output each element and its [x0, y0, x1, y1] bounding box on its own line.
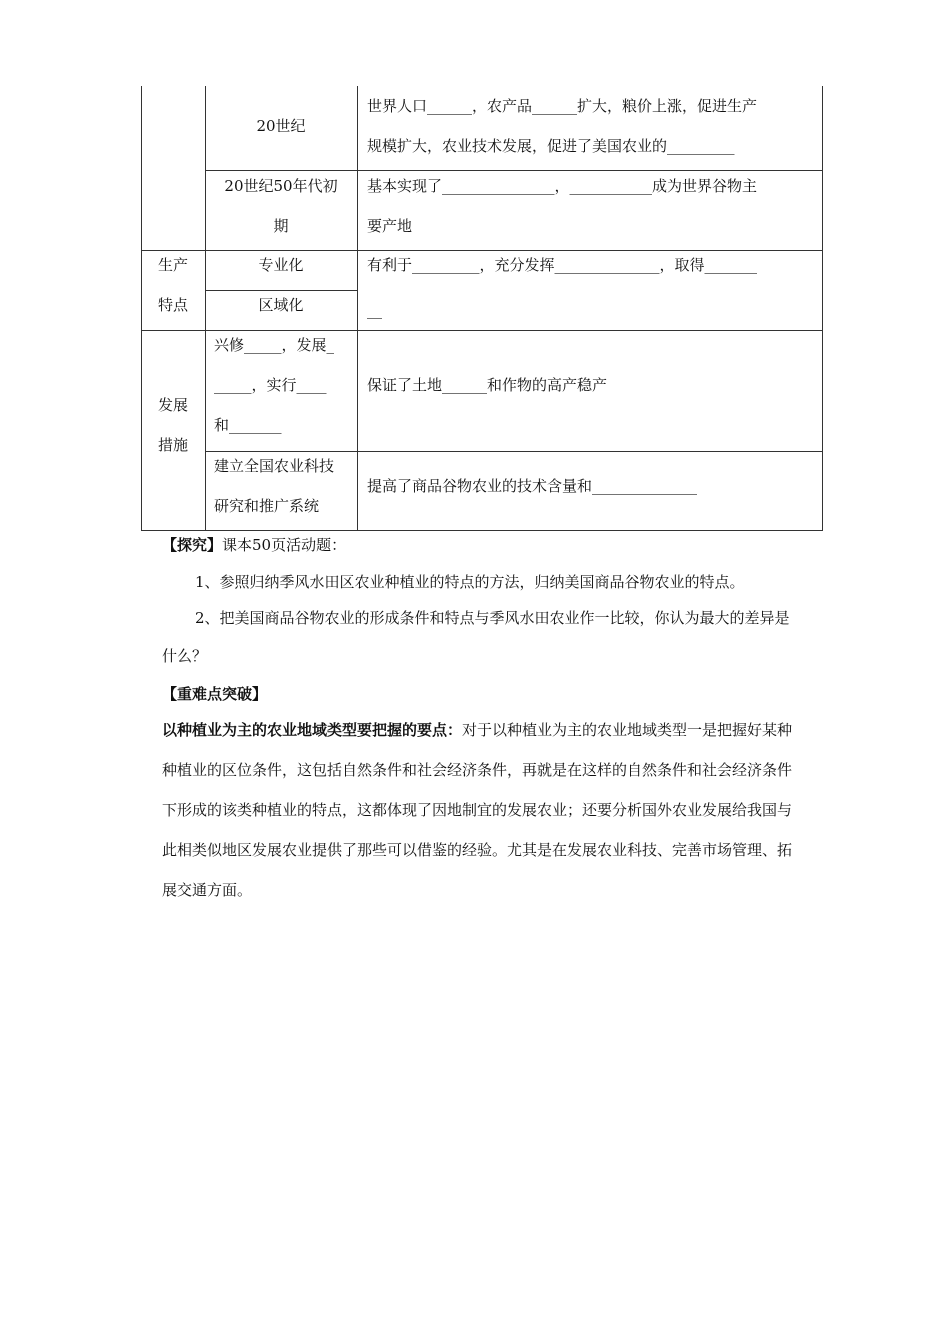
- table-group-measures-line1: 发展: [157, 396, 188, 414]
- table-cell-row4b-col2-line2: 研究和推广系统: [214, 497, 320, 515]
- table-cell-row4-col2-line2: _____，实行____: [214, 376, 327, 394]
- table-cell-specialization: 专业化: [258, 256, 304, 274]
- table-cell-row4-col2-line3: 和_______: [214, 416, 282, 434]
- table-cell-row2-line2: 要产地: [367, 217, 413, 235]
- explore-question-2-line2: 什么？: [162, 647, 208, 665]
- table-cell-row4b-col3: 提高了商品谷物农业的技术含量和______________: [367, 477, 698, 495]
- table-cell-row4-col3: 保证了土地______和作物的高产稳产: [367, 376, 608, 394]
- table-group-measures-line2: 措施: [157, 436, 188, 454]
- table-cell-row4b-col2-line1: 建立全国农业科技: [214, 457, 335, 475]
- key-points-line2: 种植业的区位条件，这包括自然条件和社会经济条件，再就是在这样的自然条件和社会经济条件: [162, 761, 793, 779]
- table-group-production-line1: 生产: [157, 256, 188, 274]
- explore-heading-line: [162, 525, 867, 565]
- table-cell-regionalization: 区域化: [258, 296, 304, 314]
- explore-heading: 【探究】: [162, 536, 223, 554]
- table-border-right: [822, 86, 823, 531]
- key-points-line1-rest: 对于以种植业为主的农业地域类型一是把握好某种: [462, 721, 793, 739]
- key-points-line5: 展交通方面。: [162, 881, 253, 899]
- table-border-col2: [357, 86, 358, 531]
- key-points-line3: 下形成的该类种植业的特点，这都体现了因地制宜的发展农业；还要分析国外农业发展给我国与: [162, 801, 793, 819]
- key-points-lead: 以种植业为主的农业地域类型要把握的要点：: [162, 721, 463, 739]
- table-cell-1950s-line2: 期: [273, 217, 289, 235]
- key-points-line4: 此相类似地区发展农业提供了那些可以借鉴的经验。尤其是在发展农业科技、完善市场管理、拓: [162, 841, 793, 859]
- explore-question-2-line1: 2、把美国商品谷物农业的形成条件和特点与季风水田农业作一比较，你认为最大的差异是: [195, 609, 790, 627]
- table-cell-row2-line1: 基本实现了_______________，___________成为世界谷物主: [367, 177, 758, 195]
- table-cell-row3-line1: 有利于_________，充分发挥______________，取得_______: [367, 256, 758, 274]
- table-cell-row1-line1: 世界人口______，农产品______扩大，粮价上涨，促进生产: [367, 97, 758, 115]
- table-cell-1950s-line1: 20世纪50年代初: [224, 177, 338, 195]
- key-points-line1: [162, 710, 867, 750]
- table-group-production-line2: 特点: [157, 296, 188, 314]
- explore-intro: 课本50页活动题：: [222, 536, 347, 554]
- table-cell-20th-century: 20世纪: [256, 117, 306, 135]
- explore-question-1: 1、参照归纳季风水田区农业种植业的特点的方法，归纳美国商品谷物农业的特点。: [195, 573, 745, 591]
- table-cell-row1-line2: 规模扩大，农业技术发展，促进了美国农业的_________: [367, 137, 735, 155]
- table-cell-row4-col2-line1: 兴修_____，发展_: [214, 336, 335, 354]
- key-points-heading: 【重难点突破】: [162, 685, 268, 703]
- table-cell-row3-line2: __: [367, 301, 382, 319]
